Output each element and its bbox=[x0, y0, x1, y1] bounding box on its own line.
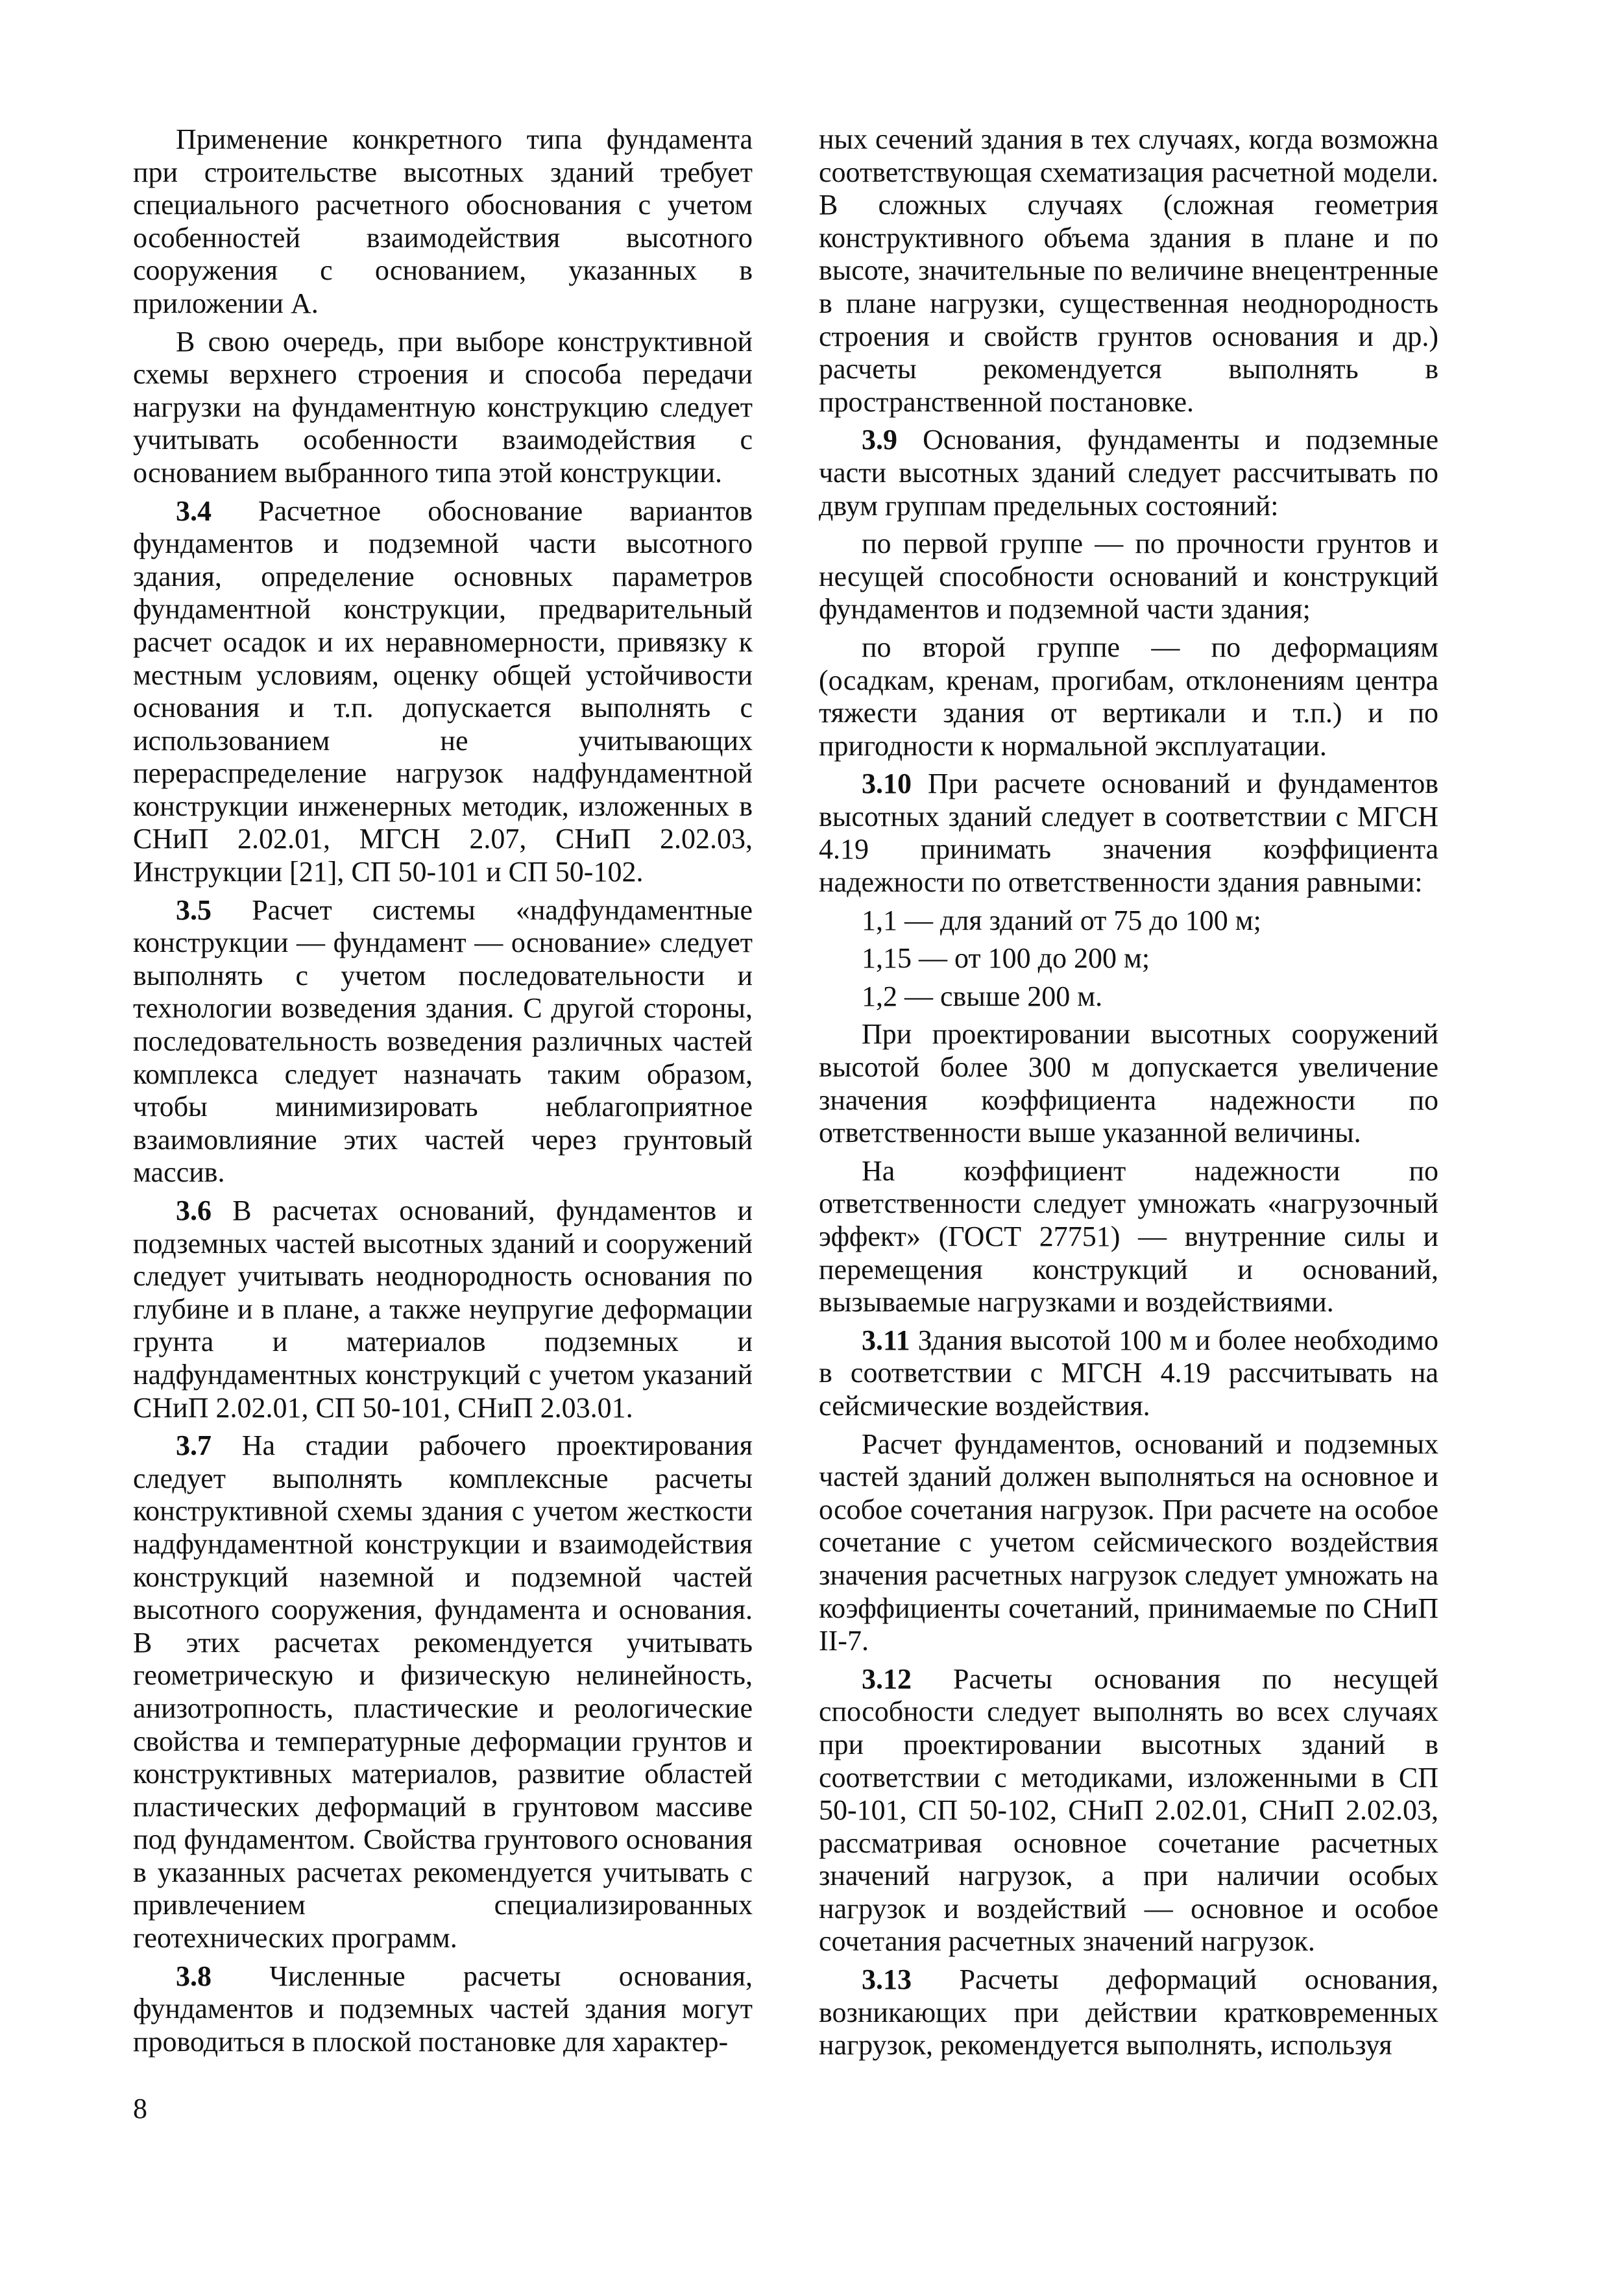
clause-3-8: 3.8 Численные расчеты основания, фундаментов и подземных частей здания могут проводиться в плоской постановке для характер- bbox=[133, 1960, 753, 2058]
clause-3-11: 3.11 Здания высотой 100 м и более необходимо в соответствии с МГСН 4.19 рассчитывать на сейсмические воздействия. bbox=[819, 1324, 1438, 1422]
clause-3-9: 3.9 Основания, фундаменты и подземные части высотных зданий следует рассчитывать по двум группам предельных состояний: bbox=[819, 424, 1438, 522]
paragraph: по второй группе — по деформациям (осадкам, кренам, прогибам, отклонениям центра тяжести здания от вертикали и т.п.) и по пригодности к нормальной эксплуатации. bbox=[819, 631, 1438, 762]
clause-number: 3.5 bbox=[176, 894, 212, 926]
clause-number: 3.8 bbox=[176, 1960, 212, 1992]
list-item: 1,15 — от 100 до 200 м; bbox=[862, 942, 1150, 975]
paragraph: по первой группе — по прочности грунтов и несущей способности оснований и конструкций фундаментов и подземной части здания; bbox=[819, 528, 1438, 626]
clause-3-6: 3.6 В расчетах оснований, фундаментов и подземных частей высотных зданий и сооружений следует учитывать неоднородность основания по глубине и в плане, а также неупругие деформации грунта и материалов подземных и надфундаментных конструкций с учетом указаний СНиП 2.02.01, СП 50-101, СНиП 2.03.01. bbox=[133, 1195, 753, 1424]
clause-3-10: 3.10 При расчете оснований и фундаментов высотных зданий следует в соответствии с МГСН 4.19 принимать значения коэффициента надежности по ответственности здания равными: bbox=[819, 768, 1438, 899]
list-item: 1,2 — свыше 200 м. bbox=[862, 980, 1103, 1012]
clause-3-7: 3.7 На стадии рабочего проектирования следует выполнять комплексные расчеты конструктивной схемы здания с учетом жесткости надфундаментной конструкции и взаимодействия конструкций наземной и подземной частей высотного сооружения, фундамента и основания. В этих расчетах рекомендуется учитывать геометрическую и физическую нелинейность, анизотропность, пластические и реологические свойства и температурные деформации грунтов и конструктивных материалов, развитие областей пластических деформаций в грунтовом массиве под фундаментом. Свойства грунтового основания в указанных расчетах рекомендуется учитывать с привлечением специализированных геотехнических программ. bbox=[133, 1429, 753, 1954]
right-column bbox=[819, 123, 1438, 2067]
clause-3-5: 3.5 Расчет системы «надфундаментные конструкции — фундамент — основание» следует выполнять с учетом последовательности и технологии возведения здания. С другой стороны, последовательность возведения различных частей комплекса следует назначать таким образом, чтобы минимизировать неблагоприятное взаимовлияние этих частей через грунтовый массив. bbox=[133, 894, 753, 1189]
paragraph: В свою очередь, при выборе конструктивной схемы верхнего строения и способа передачи нагрузки на фундаментную конструкцию следует учитывать особенности взаимодействия с основанием выбранного типа этой конструкции. bbox=[133, 325, 753, 489]
paragraph: Расчет фундаментов, оснований и подземных частей зданий должен выполняться на основное и особое сочетания нагрузок. При расчете на особое сочетание с учетом сейсмического воздействия значения расчетных нагрузок следует умножать на коэффициенты сочетаний, принимаемые по СНиП II-7. bbox=[819, 1428, 1438, 1657]
paragraph-continuation: ных сечений здания в тех случаях, когда возможна соответствующая схематизация расчетной модели. В сложных случаях (сложная геометрия конструктивного объема здания в плане и по высоте, значительные по величине внецентренные в плане нагрузки, существенная неоднородность строения и свойств грунтов основания и др.) расчеты рекомендуется выполнять в пространственной постановке. bbox=[819, 123, 1438, 418]
paragraph: На коэффициент надежности по ответственности следует умножать «нагрузочный эффект» (ГОСТ 27751) — внутренние силы и перемещения конструкций и оснований, вызываемые нагрузками и воздействиями. bbox=[819, 1154, 1438, 1319]
clause-number: 3.10 bbox=[862, 768, 912, 800]
clause-3-4: 3.4 Расчетное обоснование вариантов фундаментов и подземной части высотного здания, определение основных параметров фундаментной конструкции, предварительный расчет осадок и их неравномерности, привязку к местным условиям, оценку общей устойчивости основания и т.п. допускается выполнять с использованием не учитывающих перераспределение нагрузок надфундаментной конструкции инженерных методик, изложенных в СНиП 2.02.01, МГСН 2.07, СНиП 2.02.03, Инструкции [21], СП 50-101 и СП 50-102. bbox=[133, 494, 753, 888]
clause-3-13: 3.13 Расчеты деформаций основания, возникающих при действии кратковременных нагрузок, рекомендуется выполнять, используя bbox=[819, 1964, 1438, 2061]
clause-number: 3.9 bbox=[862, 424, 897, 456]
page-number: 8 bbox=[133, 2093, 147, 2124]
list-item: 1,1 — для зданий от 75 до 100 м; bbox=[862, 904, 1261, 936]
clause-number: 3.12 bbox=[862, 1662, 912, 1695]
paragraph: Применение конкретного типа фундамента при строительстве высотных зданий требует специального расчетного обоснования с учетом особенностей взаимодействия высотного сооружения с основанием, указанных в приложении А. bbox=[133, 123, 753, 319]
left-column bbox=[133, 123, 753, 2063]
clause-number: 3.6 bbox=[176, 1195, 212, 1226]
clause-number: 3.7 bbox=[176, 1429, 212, 1462]
clause-number: 3.13 bbox=[862, 1964, 912, 1996]
paragraph: При проектировании высотных сооружений высотой более 300 м допускается увеличение значения коэффициента надежности по ответственности выше указанной величины. bbox=[819, 1018, 1438, 1149]
clause-3-12: 3.12 Расчеты основания по несущей способности следует выполнять во всех случаях при проектировании высотных зданий в соответствии с методиками, изложенными в СП 50-101, СП 50-102, СНиП 2.02.01, СНиП 2.02.03, рассматривая основное сочетание расчетных значений нагрузок, а при наличии особых нагрузок и воздействий — основное и особое сочетания расчетных значений нагрузок. bbox=[819, 1662, 1438, 1958]
clause-number: 3.4 bbox=[176, 494, 212, 527]
clause-number: 3.11 bbox=[862, 1324, 910, 1356]
